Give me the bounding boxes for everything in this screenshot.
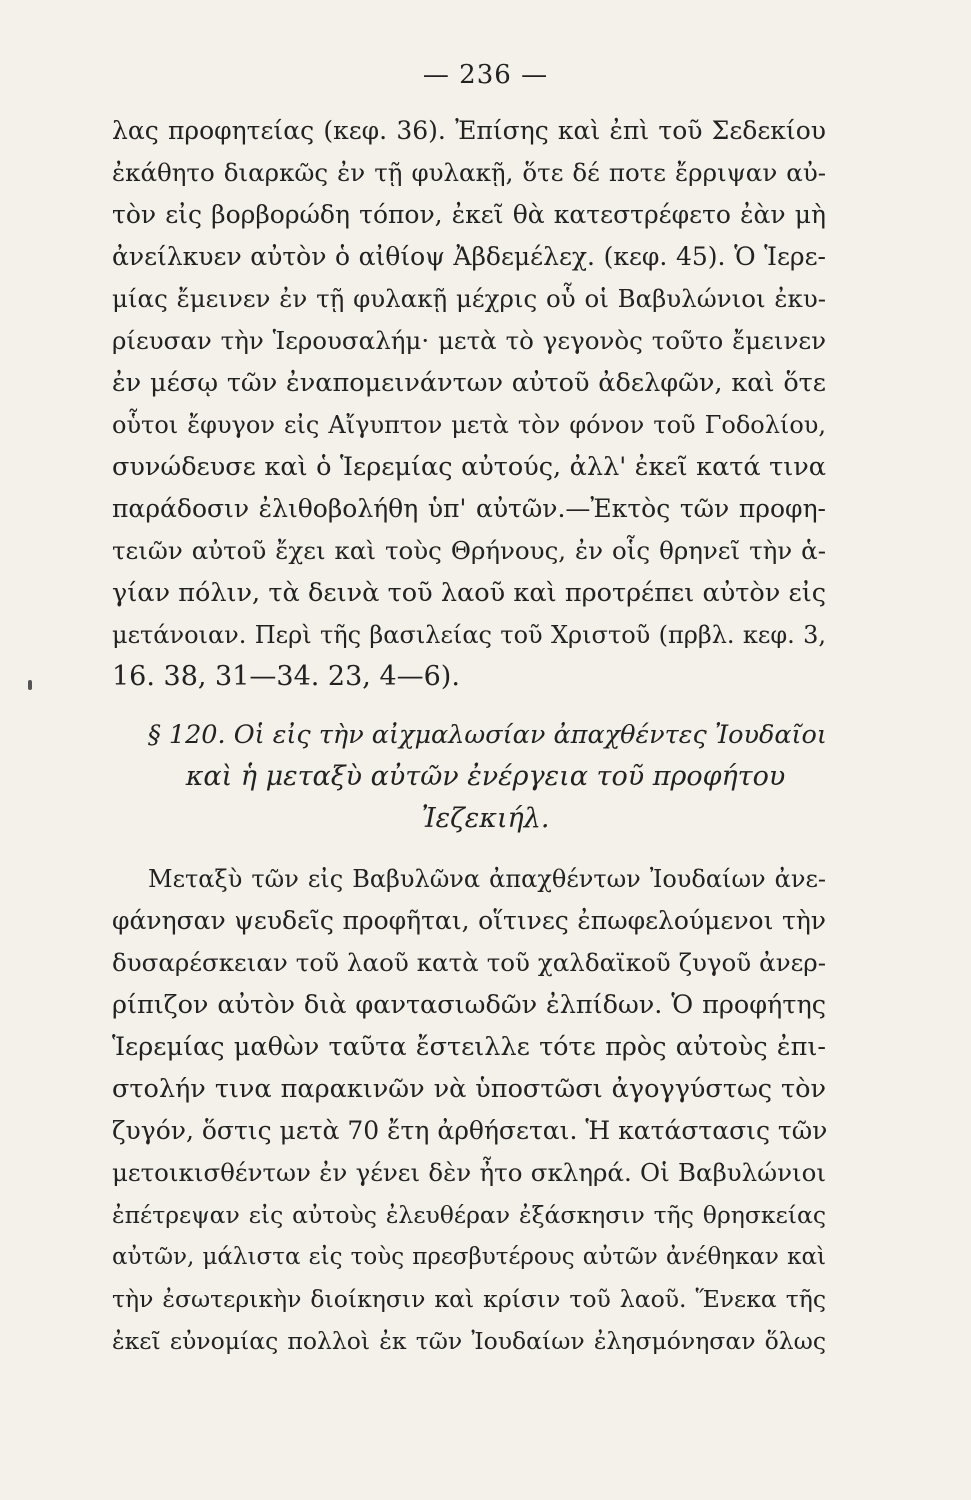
section-heading-line-1: § 120. Οἱ εἰς τὴν αἰχμαλωσίαν ἀπαχθέντες Ἰουδαῖοι — [148, 720, 827, 750]
text-line: συνώδευσε καὶ ὁ Ἱερεμίας αὐτούς, ἀλλ' ἐκεῖ κατά τινα — [112, 452, 826, 482]
text-line: παράδοσιν ἐλιθοβολήθη ὑπ' αὐτῶν.—Ἐκτὸς τῶν προφη- — [112, 494, 826, 523]
text-line: ρίπιζον αὐτὸν διὰ φαντασιωδῶν ἐλπίδων. Ὁ προφήτης — [112, 990, 826, 1020]
text-line: Μεταξὺ τῶν εἰς Βαβυλῶνα ἀπαχθέντων Ἰουδαίων ἀνε- — [148, 865, 826, 893]
text-line: 16. 38, 31—34. 23, 4—6). — [112, 661, 460, 692]
text-line: ἐν μέσῳ τῶν ἐναπομεινάντων αὐτοῦ ἀδελφῶν, καὶ ὅτε — [112, 368, 826, 398]
text-line: φάνησαν ψευδεῖς προφῆται, οἵτινες ἐπωφελούμενοι τὴν — [112, 906, 826, 935]
text-line: μετάνοιαν. Περὶ τῆς βασιλείας τοῦ Χριστοῦ (πρβλ. κεφ. 3, — [112, 621, 826, 649]
section-heading-line-3: Ἰεζεκιήλ. — [421, 803, 550, 834]
text-line: γίαν πόλιν, τὰ δεινὰ τοῦ λαοῦ καὶ προτρέπει αὐτὸν εἰς — [112, 578, 826, 608]
text-line: ἀνείλκυεν αὐτὸν ὁ αἰθίοψ Ἀβδεμέλεχ. (κεφ. 45). Ὁ Ἱερε- — [112, 242, 826, 271]
text-line: αὐτῶν, μάλιστα εἰς τοὺς πρεσβυτέρους αὐτῶν ἀνέθηκαν καὶ — [112, 1244, 826, 1270]
text-line: οὗτοι ἔφυγον εἰς Αἴγυπτον μετὰ τὸν φόνον τοῦ Γοδολίου, — [112, 411, 826, 439]
margin-mark — [28, 680, 32, 690]
text-line: λας προφητείας (κεφ. 36). Ἐπίσης καὶ ἐπὶ τοῦ Σεδεκίου — [112, 116, 826, 145]
page-number: — 236 — — [422, 60, 549, 90]
text-line: ζυγόν, ὅστις μετὰ 70 ἔτη ἀρθήσεται. Ἡ κατάστασις τῶν — [112, 1116, 828, 1145]
text-line: ἐκάθητο διαρκῶς ἐν τῇ φυλακῇ, ὅτε δέ ποτε ἔρριψαν αὐ- — [112, 158, 826, 187]
text-line: τειῶν αὐτοῦ ἔχει καὶ τοὺς Θρήνους, ἐν οἷς θρηνεῖ τὴν ἁ- — [112, 536, 826, 565]
text-line: στολήν τινα παρακινῶν νὰ ὑποστῶσι ἀγογγύστως τὸν — [112, 1074, 826, 1104]
text-line: μετοικισθέντων ἐν γένει δὲν ἦτο σκληρά. Οἱ Βαβυλώνιοι — [112, 1158, 826, 1187]
text-line: Ἱερεμίας μαθὼν ταῦτα ἔστειλλε τότε πρὸς αὐτοὺς ἐπι- — [112, 1032, 826, 1062]
text-line: ρίευσαν τὴν Ἱερουσαλήμ· μετὰ τὸ γεγονὸς τοῦτο ἔμεινεν — [112, 326, 826, 355]
text-line: ἐπέτρεψαν εἰς αὐτοὺς ἐλευθέραν ἐξάσκησιν τῆς θρησκείας — [112, 1201, 826, 1229]
text-line: ἐκεῖ εὐνομίας πολλοὶ ἐκ τῶν Ἰουδαίων ἐλησμόνησαν ὅλως — [112, 1327, 826, 1355]
text-line: τὸν εἰς βορβορώδη τόπον, ἐκεῖ θὰ κατεστρέφετο ἐὰν μὴ — [112, 200, 826, 229]
text-line: μίας ἔμεινεν ἐν τῇ φυλακῇ μέχρις οὗ οἱ Βαβυλώνιοι ἐκυ- — [112, 284, 826, 313]
section-heading-line-2: καὶ ἡ μεταξὺ αὐτῶν ἐνέργεια τοῦ προφήτου — [185, 761, 786, 792]
text-line: δυσαρέσκειαν τοῦ λαοῦ κατὰ τοῦ χαλδαϊκοῦ ζυγοῦ ἀνερ- — [112, 948, 826, 977]
text-line: τὴν ἐσωτερικὴν διοίκησιν καὶ κρίσιν τοῦ λαοῦ. Ἕνεκα τῆς — [112, 1285, 826, 1313]
